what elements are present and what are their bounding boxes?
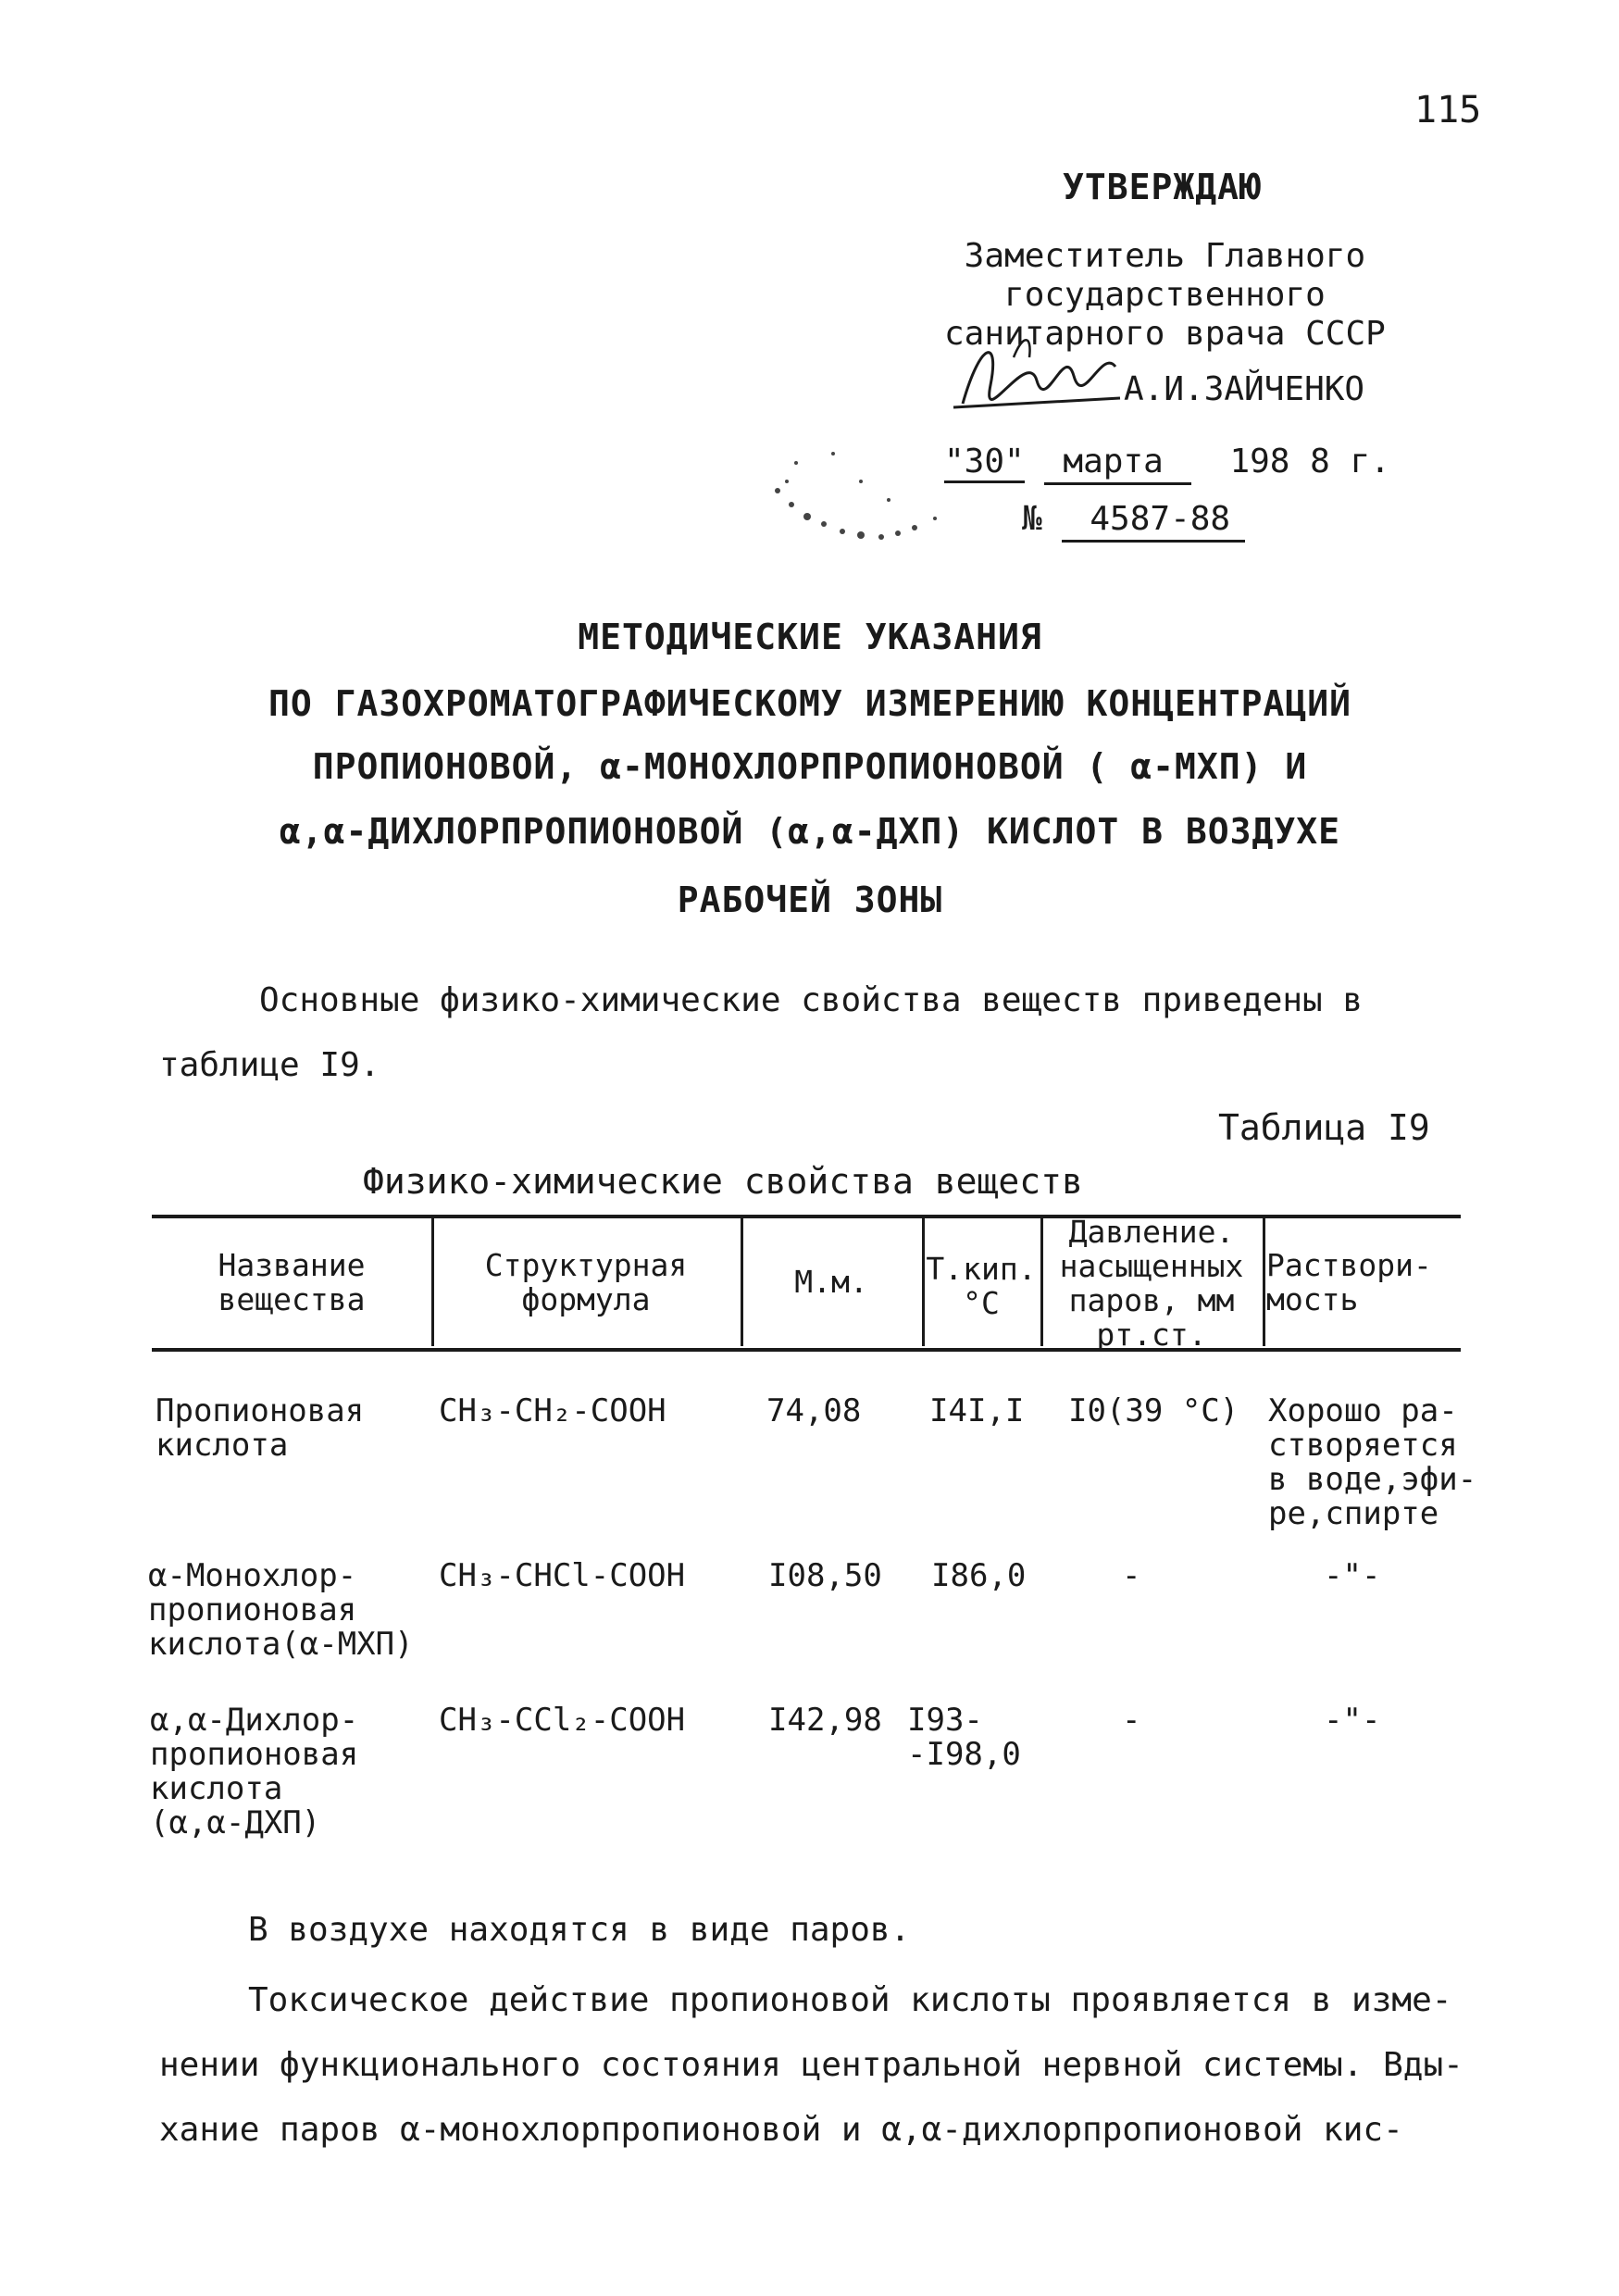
cell-boiling-point: I4I,I (929, 1392, 1025, 1429)
table-header-rule (152, 1348, 1461, 1352)
cell-vapour-pressure: - (1122, 1702, 1141, 1739)
cell-name: Пропионовая кислота (156, 1392, 365, 1464)
header-name: Название вещества (218, 1247, 366, 1317)
cell-formula: CH₃-CH₂-COOH (439, 1392, 666, 1429)
faded-stamp (750, 435, 990, 565)
approver-name: А.И.ЗАЙЧЕНКО (1124, 370, 1365, 408)
number-prefix: № (1022, 500, 1042, 538)
cell-molar-mass: I42,98 (768, 1702, 882, 1739)
cell-formula: CH₃-CCl₂-COOH (439, 1702, 686, 1739)
title-line: ПО ГАЗОХРОМАТОГРАФИЧЕСКОМУ ИЗМЕРЕНИЮ КОНЦЕНТРАЦИЙ (268, 683, 1352, 724)
header-formula: Структурная формула (484, 1247, 688, 1317)
cell-solubility: -"- (1324, 1702, 1381, 1739)
title-line: МЕТОДИЧЕСКИЕ УКАЗАНИЯ (578, 617, 1042, 657)
date-day: "30" (944, 443, 1025, 483)
date-month: марта (1044, 443, 1190, 485)
cell-formula: CH₃-CHCl-COOH (439, 1557, 686, 1594)
approver-title-line: государственного (1004, 276, 1326, 314)
doc-number: 4587-88 (1062, 500, 1245, 543)
intro-line: таблице I9. (159, 1046, 380, 1084)
title-line: ПРОПИОНОВОЙ, α-МОНОХЛОРПРОПИОНОВОЙ ( α-МХП) И (312, 746, 1308, 787)
intro-line: Основные физико-химические свойства веществ приведены в (259, 981, 1364, 1019)
cell-boiling-point: I86,0 (931, 1557, 1027, 1594)
cell-boiling-point: I93- -I98,0 (907, 1702, 1021, 1773)
approval-date (944, 443, 1390, 485)
body-line: хание паров α-монохлорпропионовой и α,α-дихлорпропионовой кис- (159, 2111, 1403, 2149)
approval-number (1022, 500, 1245, 543)
page-number: 115 (1414, 89, 1482, 131)
header-boiling-point: Т.кип. °С (926, 1251, 1037, 1321)
table-column-divider (741, 1218, 743, 1346)
cell-molar-mass: 74,08 (766, 1392, 862, 1429)
header-solubility: Раствори- мость (1266, 1247, 1432, 1317)
cell-molar-mass: I08,50 (768, 1557, 882, 1594)
approval-heading: УТВЕРЖДАЮ (1063, 167, 1262, 207)
cell-solubility: -"- (1324, 1557, 1381, 1594)
approver-title-line: санитарного врача СССР (944, 315, 1386, 353)
date-year: 198 8 г. (1229, 443, 1390, 480)
cell-vapour-pressure: - (1122, 1557, 1141, 1594)
table-column-divider (1263, 1218, 1265, 1346)
cell-solubility: Хорошо ра- створяется в воде,эфи- ре,спирте (1268, 1392, 1477, 1532)
cell-name: α-Монохлор- пропионовая кислота(α-МХП) (148, 1557, 414, 1663)
table-column-divider (431, 1218, 434, 1346)
title-line: РАБОЧЕЙ ЗОНЫ (677, 880, 943, 920)
body-line: В воздухе находятся в виде паров. (248, 1911, 911, 1949)
title-line: α,α-ДИХЛОРПРОПИОНОВОЙ (α,α-ДХП) КИСЛОТ В ВОЗДУХЕ (279, 811, 1341, 852)
handwritten-signature (944, 330, 1129, 413)
cell-name: α,α-Дихлор- пропионовая кислота (α,α-ДХП) (150, 1702, 359, 1841)
header-molar-mass: М.м. (794, 1264, 868, 1300)
table-caption: Таблица I9 (1218, 1107, 1430, 1148)
header-vapour-pressure: Давление. насыщенных паров, мм рт.ст. (1059, 1214, 1244, 1353)
cell-vapour-pressure: I0(39 °C) (1068, 1392, 1239, 1429)
table-title: Физико-химические свойства веществ (363, 1161, 1083, 1202)
body-line: нении функционального состояния центральной нервной системы. Вды- (159, 2046, 1463, 2084)
approver-title-line: Заместитель Главного (964, 237, 1366, 275)
body-line: Токсическое действие пропионовой кислоты проявляется в изме- (248, 1981, 1452, 2019)
